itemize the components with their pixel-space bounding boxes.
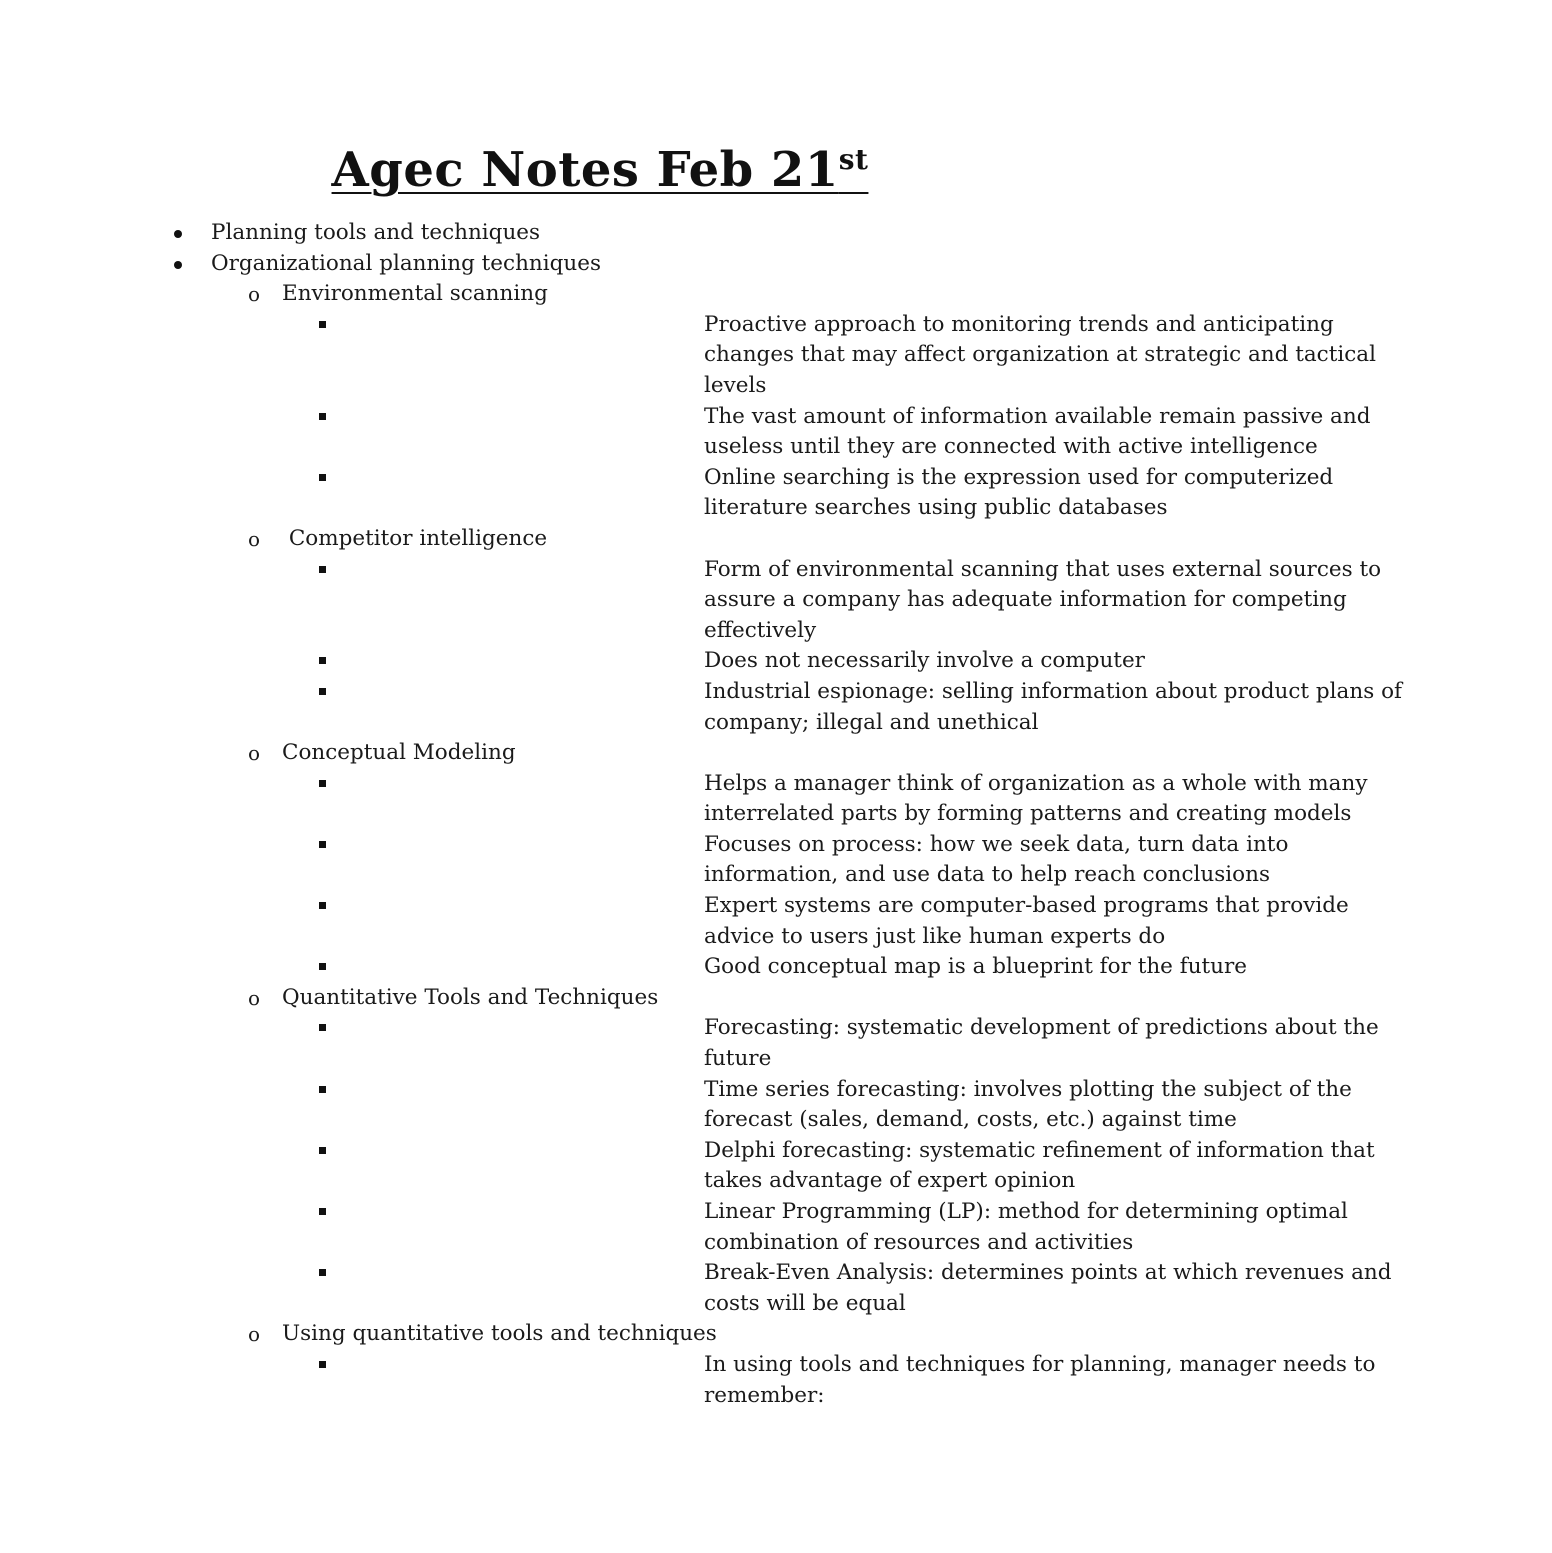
list-item xyxy=(0,769,1368,830)
list-item-text: Competitor intelligence xyxy=(282,525,548,551)
square-bullet-icon xyxy=(319,688,326,695)
list-item-text: Good conceptual map is a blueprint for the future xyxy=(704,954,1248,980)
square-bullet-icon xyxy=(319,1086,326,1093)
circle-bullet-icon: o xyxy=(248,282,261,307)
list-item-text: Break-Even Analysis: determines points at which revenues and costs will be equal xyxy=(704,1260,1392,1316)
list-item xyxy=(0,891,1349,952)
square-bullet-icon xyxy=(319,566,326,573)
circle-bullet-icon: o xyxy=(248,1322,261,1347)
list-item xyxy=(0,983,1200,1014)
title-wrap xyxy=(0,142,1200,198)
list-item xyxy=(0,1013,1379,1074)
list-item-text: Organizational planning techniques xyxy=(211,250,602,276)
square-bullet-icon xyxy=(319,413,326,420)
title-superscript: st xyxy=(838,143,869,176)
square-bullet-icon xyxy=(319,1024,326,1031)
square-bullet-icon xyxy=(319,657,326,664)
circle-bullet-icon: o xyxy=(248,741,261,766)
circle-bullet-icon: o xyxy=(248,985,261,1010)
square-bullet-icon xyxy=(319,902,326,909)
list-item-text: Proactive approach to monitoring trends and anticipating changes that may affect organization at strategic and tactical levels xyxy=(704,311,1376,398)
page-title xyxy=(332,142,869,198)
list-item xyxy=(0,830,1289,891)
list-item xyxy=(0,555,1382,647)
square-bullet-icon xyxy=(319,1208,326,1215)
list-item xyxy=(0,463,1334,524)
circle-bullet-icon: o xyxy=(248,526,261,551)
list-item xyxy=(0,677,1402,738)
list-item-text: Forecasting: systematic development of predictions about the future xyxy=(704,1015,1379,1072)
outline-list xyxy=(0,218,1402,1411)
list-item-text: Expert systems are computer-based programs that provide advice to users just like human experts do xyxy=(704,893,1349,949)
list-item-text: Form of environmental scanning that uses external sources to assure a company has adequate information for competing effectively xyxy=(704,556,1382,643)
square-bullet-icon xyxy=(319,321,326,328)
square-bullet-icon xyxy=(319,841,326,848)
list-item xyxy=(0,249,1200,280)
list-item-text: Online searching is the expression used for computerized literature searches using public databases xyxy=(704,464,1334,521)
list-item xyxy=(0,738,1200,769)
bullet-icon xyxy=(174,230,182,238)
list-item xyxy=(0,646,1200,677)
list-item-text: Planning tools and techniques xyxy=(211,220,541,245)
title-text: Agec Notes Feb 21 xyxy=(331,142,839,198)
bullet-icon xyxy=(174,261,182,269)
list-item xyxy=(0,1350,1376,1411)
list-item xyxy=(0,952,1248,983)
square-bullet-icon xyxy=(319,1147,326,1154)
list-item-text: Delphi forecasting: systematic refinement of information that takes advantage of expert opinion xyxy=(704,1137,1375,1194)
list-item-text: Using quantitative tools and techniques xyxy=(282,1321,717,1347)
list-item-text: Does not necessarily involve a computer xyxy=(704,648,1145,674)
list-item xyxy=(0,310,1376,402)
list-item-text: Conceptual Modeling xyxy=(282,740,516,766)
list-item-text: Helps a manager think of organization as a whole with many interrelated parts by forming patterns and creating models xyxy=(704,770,1368,827)
list-item-text: Focuses on process: how we seek data, turn data into information, and use data to help reach conclusions xyxy=(704,831,1289,888)
list-item-text: Time series forecasting: involves plotting the subject of the forecast (sales, demand, costs, etc.) against time xyxy=(704,1076,1352,1133)
square-bullet-icon xyxy=(319,963,326,970)
list-item xyxy=(0,1258,1392,1319)
list-item xyxy=(0,1319,1200,1350)
list-item xyxy=(0,524,1200,555)
list-item xyxy=(0,279,1200,310)
list-item-text: The vast amount of information available remain passive and useless until they are connected with active intelligence xyxy=(704,403,1371,460)
list-item xyxy=(0,402,1371,463)
list-item xyxy=(0,1136,1375,1197)
list-item-text: Quantitative Tools and Techniques xyxy=(282,984,659,1010)
list-item-text: In using tools and techniques for planning, manager needs to remember: xyxy=(704,1351,1376,1408)
list-item-text: Environmental scanning xyxy=(282,281,548,307)
list-item xyxy=(0,1075,1352,1136)
square-bullet-icon xyxy=(319,1269,326,1276)
square-bullet-icon xyxy=(319,474,326,481)
list-item xyxy=(0,1197,1348,1258)
list-item xyxy=(0,218,1200,249)
square-bullet-icon xyxy=(319,780,326,787)
list-item-text: Industrial espionage: selling information about product plans of company; illegal and unethical xyxy=(704,678,1402,735)
list-item-text: Linear Programming (LP): method for determining optimal combination of resources and activities xyxy=(704,1199,1348,1255)
square-bullet-icon xyxy=(319,1361,326,1368)
